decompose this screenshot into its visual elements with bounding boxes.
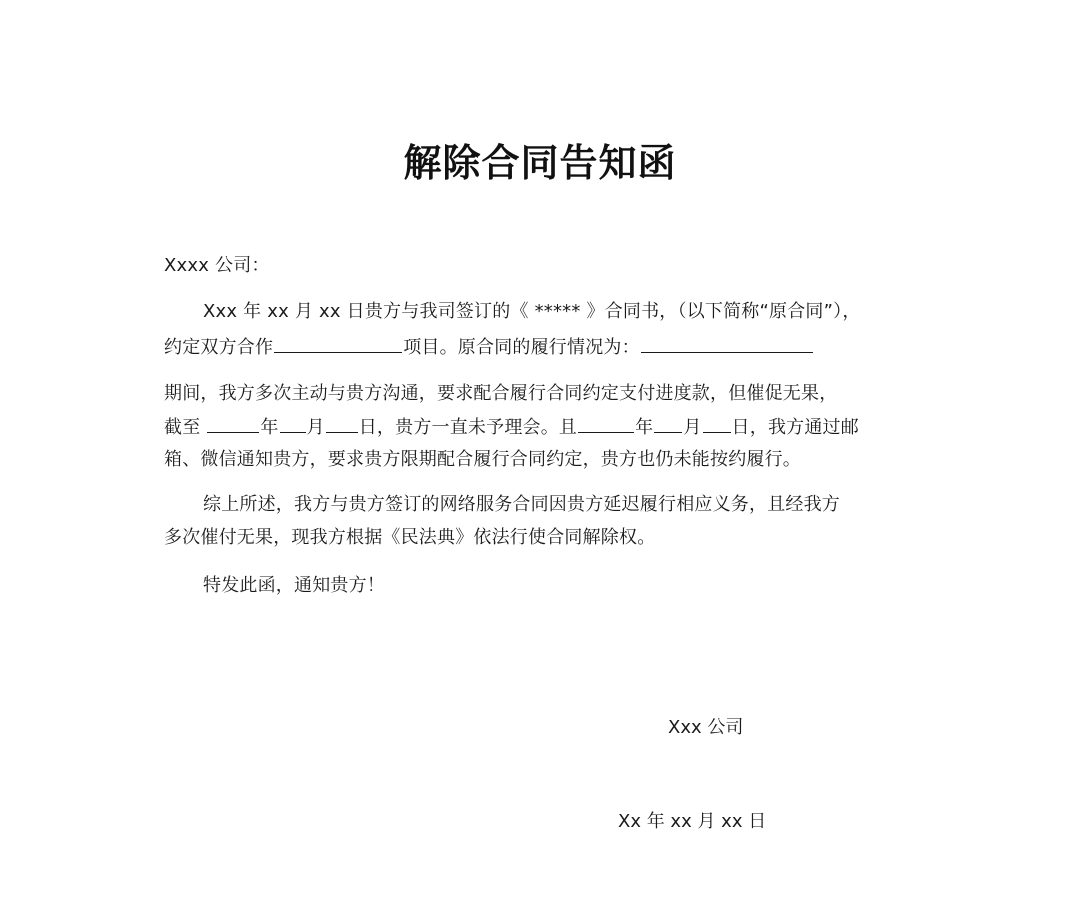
- paragraph-2-line-1: 期间，我方多次主动与贵方沟通，要求配合履行合同约定支付进度款，但催促无果，: [164, 383, 838, 404]
- performance-blank: [641, 334, 813, 353]
- paragraph-1-line-2: [164, 334, 814, 361]
- cooperation-label: 约定双方合作: [164, 337, 274, 358]
- as-of-label: 截至: [164, 417, 207, 438]
- paragraph-3-line-2: 多次催付无果，现我方根据《民法典》依法行使合同解除权。: [164, 527, 656, 548]
- month-label-2: 月: [683, 417, 702, 438]
- year-blank-2: [578, 414, 634, 433]
- month-blank-2: [654, 414, 682, 433]
- paragraph-3-line-1: 综上所述，我方与贵方签订的网络服务合同因贵方延迟履行相应义务，且经我方: [203, 494, 840, 515]
- project-blank: [274, 334, 402, 353]
- signature-date: Xx 年 xx 月 xx 日: [618, 811, 767, 832]
- month-blank-1: [280, 414, 306, 433]
- year-label-2: 年: [635, 417, 654, 438]
- no-response-text: 日，贵方一直未予理会。且: [358, 417, 578, 438]
- salutation: Xxxx 公司：: [164, 255, 270, 276]
- document-title: 解除合同告知函: [403, 141, 677, 185]
- day-blank-1: [326, 414, 358, 433]
- year-blank-1: [207, 414, 259, 433]
- paragraph-2-line-3: 箱、微信通知贵方，要求贵方限期配合履行合同约定，贵方也仍未能按约履行。: [164, 449, 801, 470]
- performance-label: 项目。原合同的履行情况为：: [403, 337, 640, 358]
- notify-text: 日，我方通过邮: [731, 417, 859, 438]
- paragraph-1-line-1: Xxx 年 xx 月 xx 日贵方与我司签订的《 ***** 》合同书，（以下简称“原合同”），: [203, 301, 861, 322]
- signature-company: Xxx 公司: [668, 717, 744, 738]
- day-blank-2: [703, 414, 731, 433]
- paragraph-4: 特发此函，通知贵方！: [203, 575, 385, 596]
- year-label-1: 年: [260, 417, 279, 438]
- paragraph-2-line-2: [164, 414, 859, 441]
- month-label-1: 月: [306, 417, 325, 438]
